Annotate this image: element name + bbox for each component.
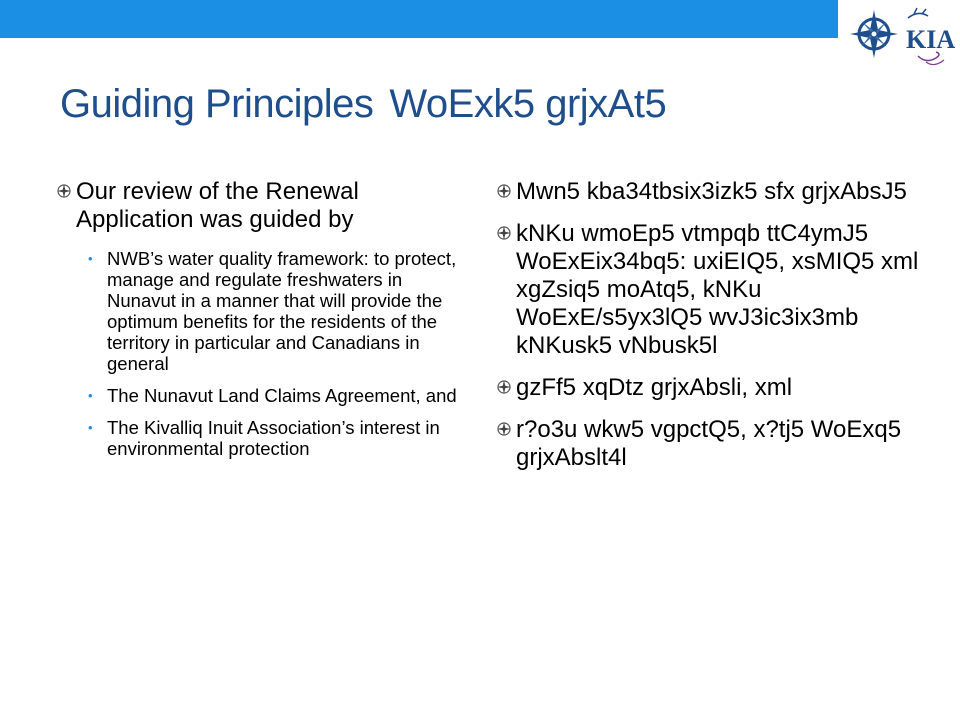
bullet-text: Our review of the Renewal Application was guided by xyxy=(76,178,359,233)
compass-bullet-icon xyxy=(496,421,512,437)
compass-bullet-icon xyxy=(496,379,512,395)
sub-list-item: • The Nunavut Land Claims Agreement, and xyxy=(88,385,457,406)
list-item xyxy=(496,178,936,206)
kia-logo xyxy=(848,4,956,74)
bullet-dot-icon: • xyxy=(88,420,93,435)
bullet-text: gzFf5 xqDtz grjxAbsli, xml xyxy=(516,374,793,401)
page-title xyxy=(60,82,666,127)
left-column xyxy=(56,178,466,470)
sub-list-item: • The Kivalliq Inuit Association’s interest in environmental protection xyxy=(88,417,440,459)
sub-list xyxy=(56,248,466,459)
svg-text:KIA: KIA xyxy=(906,25,956,54)
compass-bullet-icon xyxy=(56,183,72,199)
compass-bullet-icon xyxy=(496,183,512,199)
compass-rose-icon xyxy=(848,4,956,74)
bullet-text: kNKu wmoEp5 vtmpqb ttC4ymJ5 WoExEix34bq5: uxiEIQ5, xsMIQ5 xml xgZsiq5 moAtq5, kNKu WoExE/s5yx3lQ5 wvJ3ic3ix3mb kNKusk5 vNbusk5l xyxy=(516,220,919,359)
bullet-text: r?o3u wkw5 vgpctQ5, x?tj5 WoExq5 grjxAbslt4l xyxy=(516,416,902,471)
list-item xyxy=(56,178,466,234)
list-item xyxy=(496,374,936,402)
list-item xyxy=(496,416,936,472)
title-syllabics: WoExk5 grjxAt5 xyxy=(389,82,667,126)
header-bar xyxy=(0,0,838,38)
right-column xyxy=(496,178,936,486)
list-item xyxy=(496,220,936,360)
bullet-dot-icon: • xyxy=(88,251,93,266)
bullet-text: Mwn5 kba34tbsix3izk5 sfx grjxAbsJ5 xyxy=(516,178,907,205)
bullet-dot-icon: • xyxy=(88,388,93,403)
compass-bullet-icon xyxy=(496,225,512,241)
title-english: Guiding Principles xyxy=(60,82,374,126)
sub-list-item: • NWB’s water quality framework: to protect, manage and regulate freshwaters in Nunavut in a manner that will provide the optimum benefits for the residents of the territory in particular and Canadians in general xyxy=(88,248,457,374)
